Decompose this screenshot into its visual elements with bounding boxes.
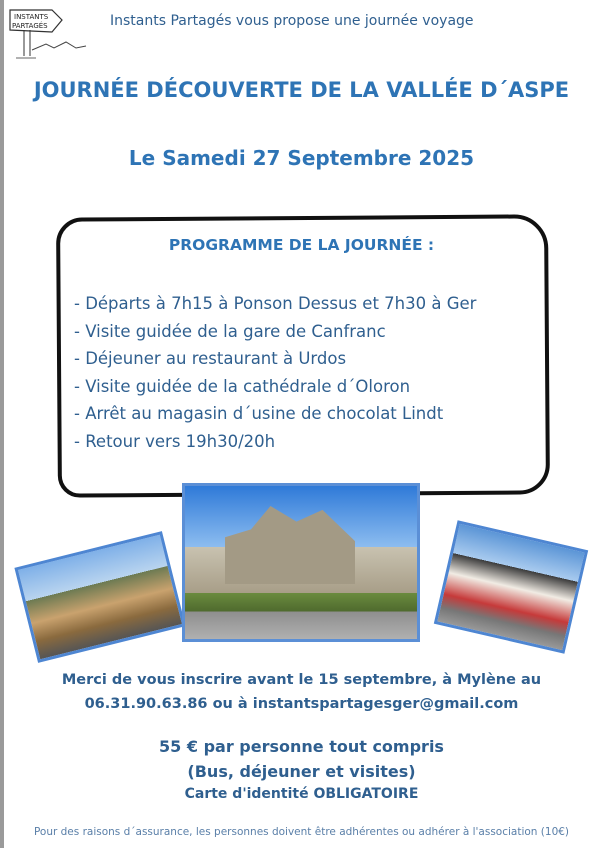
page-edge bbox=[0, 0, 4, 848]
canfranc-station-photo bbox=[14, 531, 185, 663]
cathedral-shape bbox=[225, 506, 355, 584]
insurance-footer: Pour des raisons d´assurance, les personnes doivent être adhérentes ou adhérer à l'association (10€) bbox=[33, 826, 570, 838]
urdos-restaurant-photo bbox=[434, 520, 588, 653]
intro-text: Instants Partagés vous propose une journée voyage bbox=[110, 13, 474, 29]
programme-item: - Visite guidée de la gare de Canfranc bbox=[74, 321, 386, 341]
page-title: JOURNÉE DÉCOUVERTE DE LA VALLÉE D´ASPE bbox=[33, 78, 570, 102]
programme-item: - Départs à 7h15 à Ponson Dessus et 7h30 à Ger bbox=[74, 294, 477, 313]
svg-text:INSTANTS: INSTANTS bbox=[14, 13, 49, 21]
id-card-notice: Carte d'identité OBLIGATOIRE bbox=[184, 786, 419, 802]
registration-line-1: Merci de vous inscrire avant le 15 septembre, à Mylène au bbox=[61, 672, 542, 688]
registration-line-2: 06.31.90.63.86 ou à instantspartagesger@gmail.com bbox=[84, 696, 519, 712]
programme-list bbox=[74, 290, 476, 455]
svg-text:PARTAGÉS: PARTAGÉS bbox=[12, 22, 48, 30]
programme-item: - Visite guidée de la cathédrale d´Oloron bbox=[74, 376, 411, 396]
instants-partages-logo bbox=[6, 6, 90, 62]
event-date: Le Samedi 27 Septembre 2025 bbox=[128, 146, 475, 170]
oloron-cathedral-photo bbox=[182, 483, 420, 642]
programme-item: - Retour vers 19h30/20h bbox=[74, 431, 276, 451]
programme-item: - Déjeuner au restaurant à Urdos bbox=[74, 349, 347, 368]
programme-item: - Arrêt au magasin d´usine de chocolat Lindt bbox=[74, 404, 444, 423]
programme-title: PROGRAMME DE LA JOURNÉE : bbox=[168, 236, 435, 254]
price-includes: (Bus, déjeuner et visites) bbox=[187, 762, 416, 781]
price-text: 55 € par personne tout compris bbox=[159, 737, 444, 756]
